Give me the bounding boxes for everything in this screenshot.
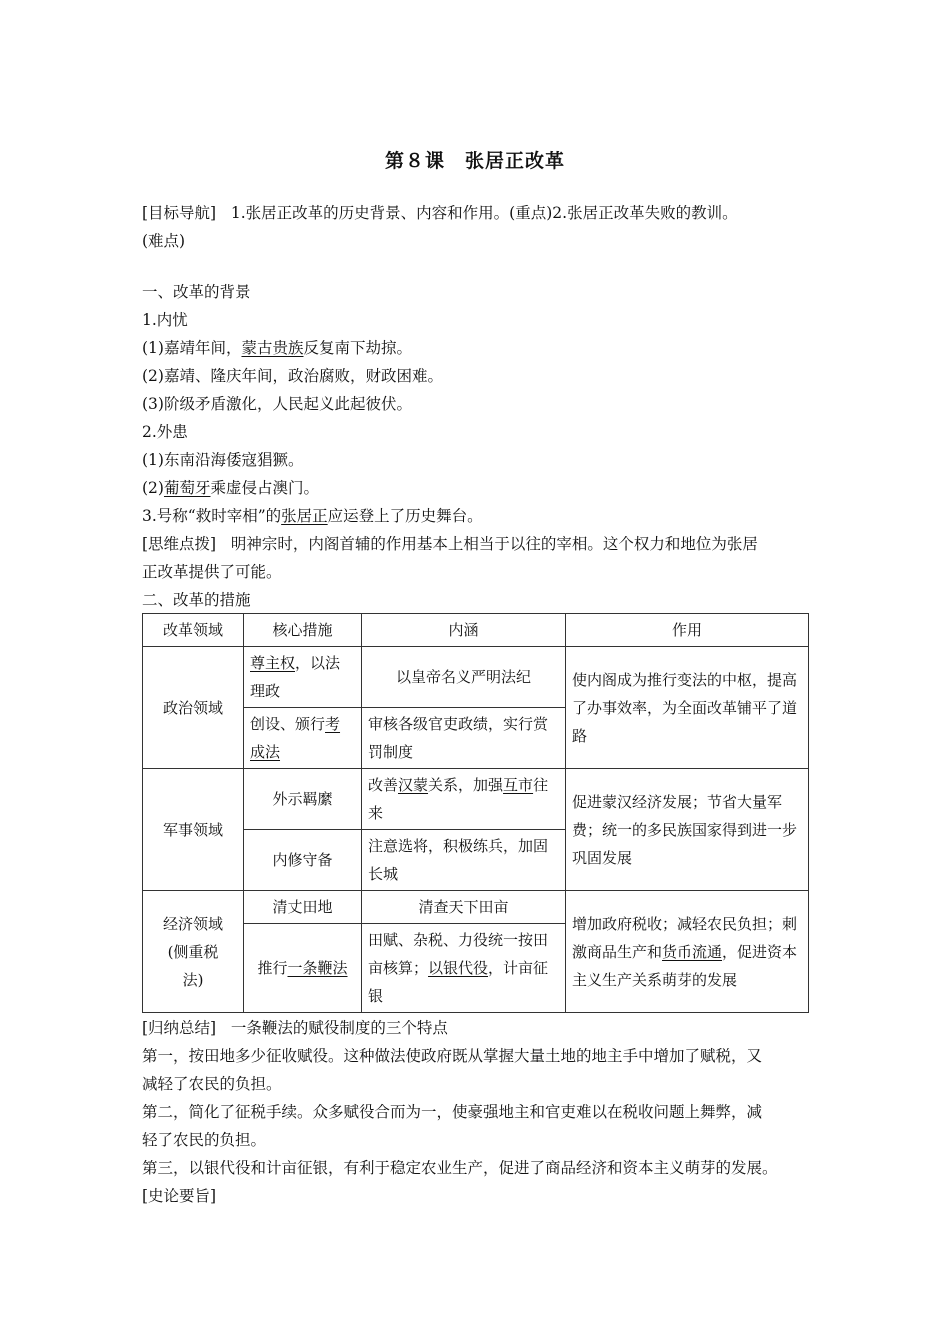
tip-text: 明神宗时，内阁首辅的作用基本上相当于以往的宰相。这个权力和地位为张居 bbox=[230, 535, 758, 553]
text: 法) bbox=[182, 970, 204, 989]
text: 增加政府税收；减轻农民负担；刺激商品生产和 bbox=[572, 914, 798, 961]
text: 经济领域 bbox=[162, 914, 223, 933]
background-item-2: (2)嘉靖、隆庆年间，政治腐败，财政困难。 bbox=[142, 367, 443, 385]
section2-heading: 二、改革的措施 bbox=[142, 591, 251, 609]
key-term: 张居正 bbox=[281, 507, 328, 525]
effect-cell: 使内阁成为推行变法的中枢，提高了办事效率，为全面改革铺平了道路 bbox=[566, 647, 809, 769]
text: ，促进资本主义生产关系萌芽的发展 bbox=[572, 942, 798, 989]
key-term: 蒙古贵族 bbox=[241, 339, 304, 357]
summary-p2-line1: 第二，简化了征税手续。众多赋役合而为一，使豪强地主和官吏难以在税收问题上舞弊，减 bbox=[142, 1103, 763, 1121]
text: 3.号称“救时宰相”的 bbox=[142, 507, 282, 525]
effect-cell: 促进蒙汉经济发展；节省大量军费；统一的多民族国家得到进一步巩固发展 bbox=[566, 769, 809, 891]
history-points-tag: [史论要旨] bbox=[142, 1187, 217, 1205]
text: 创设、颁行 bbox=[250, 715, 326, 733]
table-header: 改革领域 bbox=[143, 614, 244, 647]
objective-line-2: (难点) bbox=[142, 232, 186, 250]
key-term: 互市 bbox=[503, 776, 534, 794]
text: 往来 bbox=[368, 776, 549, 822]
summary-p1-line2: 减轻了农民的负担。 bbox=[142, 1075, 282, 1093]
measure-cell: 内修守备 bbox=[244, 830, 362, 891]
summary-p2-line2: 轻了农民的负担。 bbox=[142, 1131, 267, 1149]
table-header-row bbox=[143, 614, 809, 647]
text: 反复南下劫掠。 bbox=[303, 339, 412, 357]
text: 田赋、杂税、力役统一按田亩核算； bbox=[368, 931, 549, 977]
summary-p1-line1: 第一，按田地多少征收赋役。这种做法使政府既从掌握大量土地的地主手中增加了赋税，又 bbox=[142, 1047, 763, 1065]
content-cell bbox=[362, 769, 566, 830]
objective-line-1 bbox=[142, 199, 812, 227]
text: ，计亩征银 bbox=[368, 959, 549, 1005]
field-cell: 政治领域 bbox=[143, 647, 244, 769]
summary-p3: 第三，以银代役和计亩征银，有利于稳定农业生产，促进了商品经济和资本主义萌芽的发展。 bbox=[142, 1159, 778, 1177]
content-cell bbox=[362, 924, 566, 1013]
measure-cell: 外示羁縻 bbox=[244, 769, 362, 830]
text: ，以法理政 bbox=[250, 654, 341, 700]
background-item-1 bbox=[142, 334, 812, 362]
summary-heading bbox=[142, 1014, 812, 1042]
table-header: 内涵 bbox=[362, 614, 566, 647]
key-term: 货币流通 bbox=[662, 942, 723, 961]
key-term: 考成法 bbox=[250, 715, 341, 761]
background-item-3: (3)阶级矛盾激化，人民起义此起彼伏。 bbox=[142, 395, 412, 413]
content-cell: 清查天下田亩 bbox=[362, 891, 566, 924]
tip-tag: [思维点拨] bbox=[142, 535, 217, 553]
summary-title: 一条鞭法的赋役制度的三个特点 bbox=[230, 1019, 448, 1037]
table-row bbox=[143, 891, 809, 924]
table-row bbox=[143, 769, 809, 830]
text: (2) bbox=[142, 479, 164, 497]
content-cell: 以皇帝名义严明法纪 bbox=[362, 647, 566, 708]
table-row bbox=[143, 647, 809, 708]
measure-cell: 清丈田地 bbox=[244, 891, 362, 924]
table-header: 作用 bbox=[566, 614, 809, 647]
text: 应运登上了历史舞台。 bbox=[327, 507, 483, 525]
text: 乘虚侵占澳门。 bbox=[210, 479, 319, 497]
content-cell: 审核各级官吏政绩，实行赏罚制度 bbox=[362, 708, 566, 769]
effect-cell bbox=[566, 891, 809, 1013]
objective-text-1: 1.张居正改革的历史背景、内容和作用。(重点)2.张居正改革失败的教训。 bbox=[230, 204, 738, 222]
key-term: 葡萄牙 bbox=[163, 479, 211, 497]
text: (1)嘉靖年间， bbox=[142, 339, 242, 357]
tip-line-2: 正改革提供了可能。 bbox=[142, 563, 282, 581]
key-term: 一条鞭法 bbox=[287, 959, 348, 977]
summary-tag: [归纳总结] bbox=[142, 1019, 217, 1037]
text: 关系，加强 bbox=[428, 776, 504, 794]
table-header: 核心措施 bbox=[244, 614, 362, 647]
field-cell: 军事领域 bbox=[143, 769, 244, 891]
inner-trouble-heading: 1.内忧 bbox=[142, 311, 188, 329]
reform-measures-table bbox=[142, 613, 809, 1013]
background-item-5 bbox=[142, 474, 812, 502]
measure-cell bbox=[244, 647, 362, 708]
outer-trouble-heading: 2.外患 bbox=[142, 423, 188, 441]
content-cell: 注意选将，积极练兵，加固长城 bbox=[362, 830, 566, 891]
measure-cell bbox=[244, 924, 362, 1013]
field-cell bbox=[143, 891, 244, 1013]
text: (侧重税 bbox=[167, 942, 219, 961]
tip-line-1 bbox=[142, 530, 812, 558]
text: 改善 bbox=[368, 776, 399, 794]
measure-cell bbox=[244, 708, 362, 769]
background-item-4: (1)东南沿海倭寇猖獗。 bbox=[142, 451, 304, 469]
objective-tag: [目标导航] bbox=[142, 204, 217, 222]
key-term: 以银代役 bbox=[428, 959, 489, 977]
key-term: 汉蒙 bbox=[398, 776, 429, 794]
lesson-title: 第８课 张居正改革 bbox=[384, 150, 565, 172]
background-item-6 bbox=[142, 502, 812, 530]
text: 推行 bbox=[257, 959, 288, 977]
key-term: 尊主权 bbox=[250, 654, 296, 672]
section1-heading: 一、改革的背景 bbox=[142, 283, 251, 301]
